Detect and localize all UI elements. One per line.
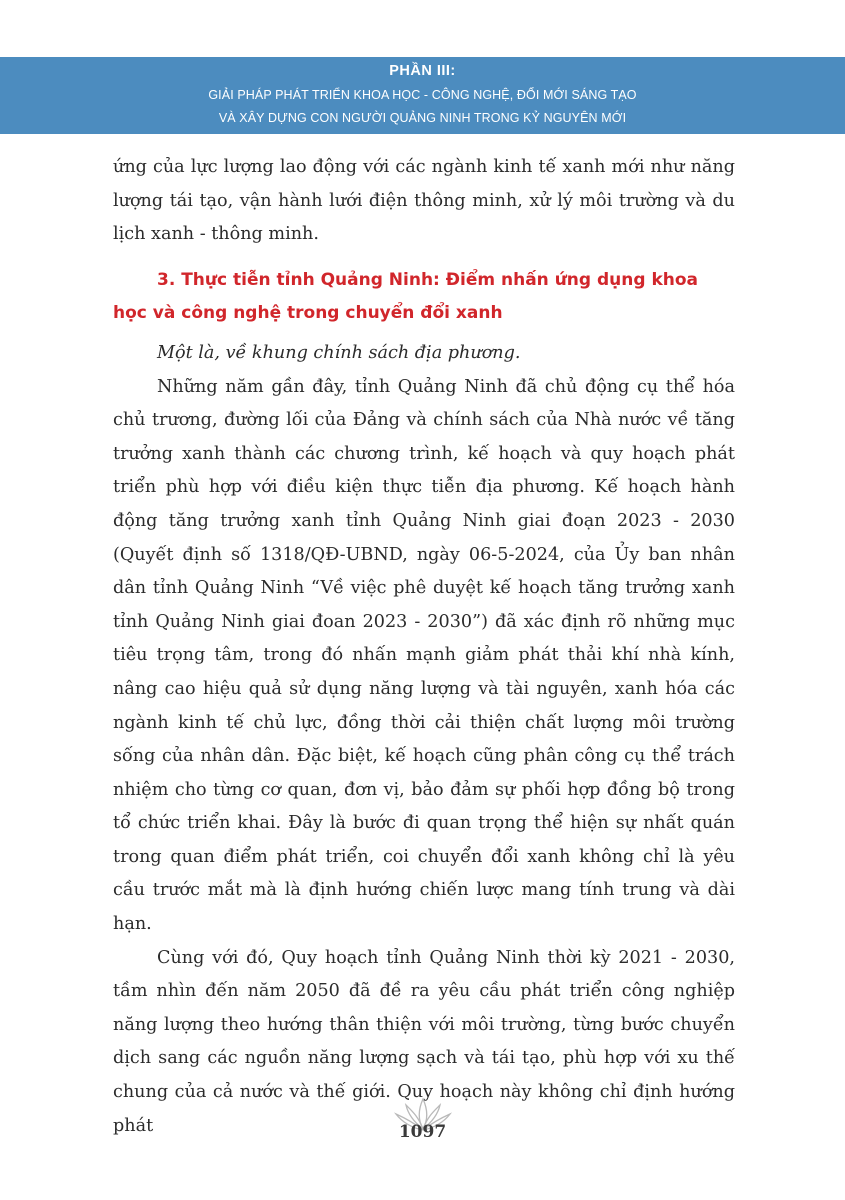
chapter-header-banner <box>0 57 845 134</box>
part-label: PHẦN III: <box>389 63 456 79</box>
page-number: 1097 <box>398 1122 447 1142</box>
page-body <box>113 151 735 1143</box>
subheading: Một là, về khung chính sách địa phương. <box>157 342 521 363</box>
paragraph-2: Cùng với đó, Quy hoạch tỉnh Quảng Ninh thời kỳ 2021 - 2030, tầm nhìn đến năm 2050 đã đề ra yêu cầu phát triển công nghiệp năng lượng theo hướng thân thiện với môi trường, từng bước chuyển dịch sang các nguồn năng lượng sạch và tái tạo, phù hợp với xu thế chung của cả nước và thế giới. Quy hoạch này không chỉ định hướng phát <box>113 947 735 1136</box>
section-heading: 3. Thực tiễn tỉnh Quảng Ninh: Điểm nhấn ứng dụng khoa học và công nghệ trong chuyển đổi xanh <box>113 269 699 324</box>
part-title-line-1: GIẢI PHÁP PHÁT TRIỂN KHOA HỌC - CÔNG NGHỆ, ĐỔI MỚI SÁNG TẠO <box>208 88 637 102</box>
paragraph-1: Những năm gần đây, tỉnh Quảng Ninh đã chủ động cụ thể hóa chủ trương, đường lối của Đảng và chính sách của Nhà nước về tăng trưởng xanh thành các chương trình, kế hoạch và quy hoạch phát triển phù hợp với điều kiện thực tiễn địa phương. Kế hoạch hành động tăng trưởng xanh tỉnh Quảng Ninh giai đoạn 2023 - 2030 (Quyết định số 1318/QĐ-UBND, ngày 06-5-2024, của Ủy ban nhân dân tỉnh Quảng Ninh “Về việc phê duyệt kế hoạch tăng trưởng xanh tỉnh Quảng Ninh giai đoan 2023 - 2030”) đã xác định rõ những mục tiêu trọng tâm, trong đó nhấn mạnh giảm phát thải khí nhà kính, nâng cao hiệu quả sử dụng năng lượng và tài nguyên, xanh hóa các ngành kinh tế chủ lực, đồng thời cải thiện chất lượng môi trường sống của nhân dân. Đặc biệt, kế hoạch cũng phân công cụ thể trách nhiệm cho từng cơ quan, đơn vị, bảo đảm sự phối hợp đồng bộ trong tổ chức triển khai. Đây là bước đi quan trọng thể hiện sự nhất quán trong quan điểm phát triển, coi chuyển đổi xanh không chỉ là yêu cầu trước mắt mà là định hướng chiến lược mang tính trung và dài hạn. <box>113 376 735 935</box>
intro-paragraph: ứng của lực lượng lao động với các ngành kinh tế xanh mới như năng lượng tái tạo, vận hành lưới điện thông minh, xử lý môi trường và du lịch xanh - thông minh. <box>113 157 735 245</box>
part-title-line-2: VÀ XÂY DỰNG CON NGƯỜI QUẢNG NINH TRONG KỶ NGUYÊN MỚI <box>218 111 627 125</box>
